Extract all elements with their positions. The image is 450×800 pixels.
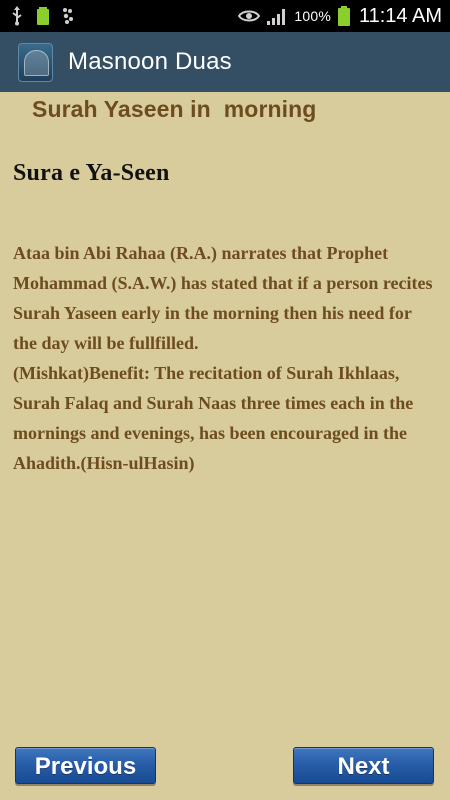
previous-button[interactable]: Previous	[15, 747, 156, 784]
status-right-icons	[238, 5, 442, 28]
status-bar	[0, 0, 450, 32]
eye-icon	[238, 9, 260, 23]
dua-body-text: Ataa bin Abi Rahaa (R.A.) narrates that Prophet Mohammad (S.A.W.) has stated that if a person recites Surah Yaseen early in the morning then his need for the day will be fullfilled. (Mishkat)Benefit: The recitation of Surah Ikhlaas, Surah Falaq and Surah Naas three times each in the mornings and evenings, has been encouraged in the Ahadith.(Hisn-ulHasin)	[13, 243, 433, 473]
battery-small-icon	[36, 6, 50, 26]
battery-percent: 100%	[294, 8, 331, 24]
paw-icon	[62, 7, 74, 25]
app-bar	[0, 32, 450, 92]
next-button[interactable]: Next	[293, 747, 434, 784]
usb-icon	[10, 6, 24, 26]
app-title: Masnoon Duas	[68, 48, 232, 75]
signal-icon	[266, 6, 288, 26]
clock-time: 11:14 AM	[358, 4, 442, 27]
app-logo-icon[interactable]	[18, 43, 53, 82]
status-left-icons	[10, 6, 74, 26]
battery-icon	[337, 5, 351, 27]
dua-heading: Sura e Ya-Seen	[13, 160, 170, 186]
dua-content	[0, 92, 450, 800]
screen-title: Surah Yaseen in morning	[32, 96, 317, 122]
